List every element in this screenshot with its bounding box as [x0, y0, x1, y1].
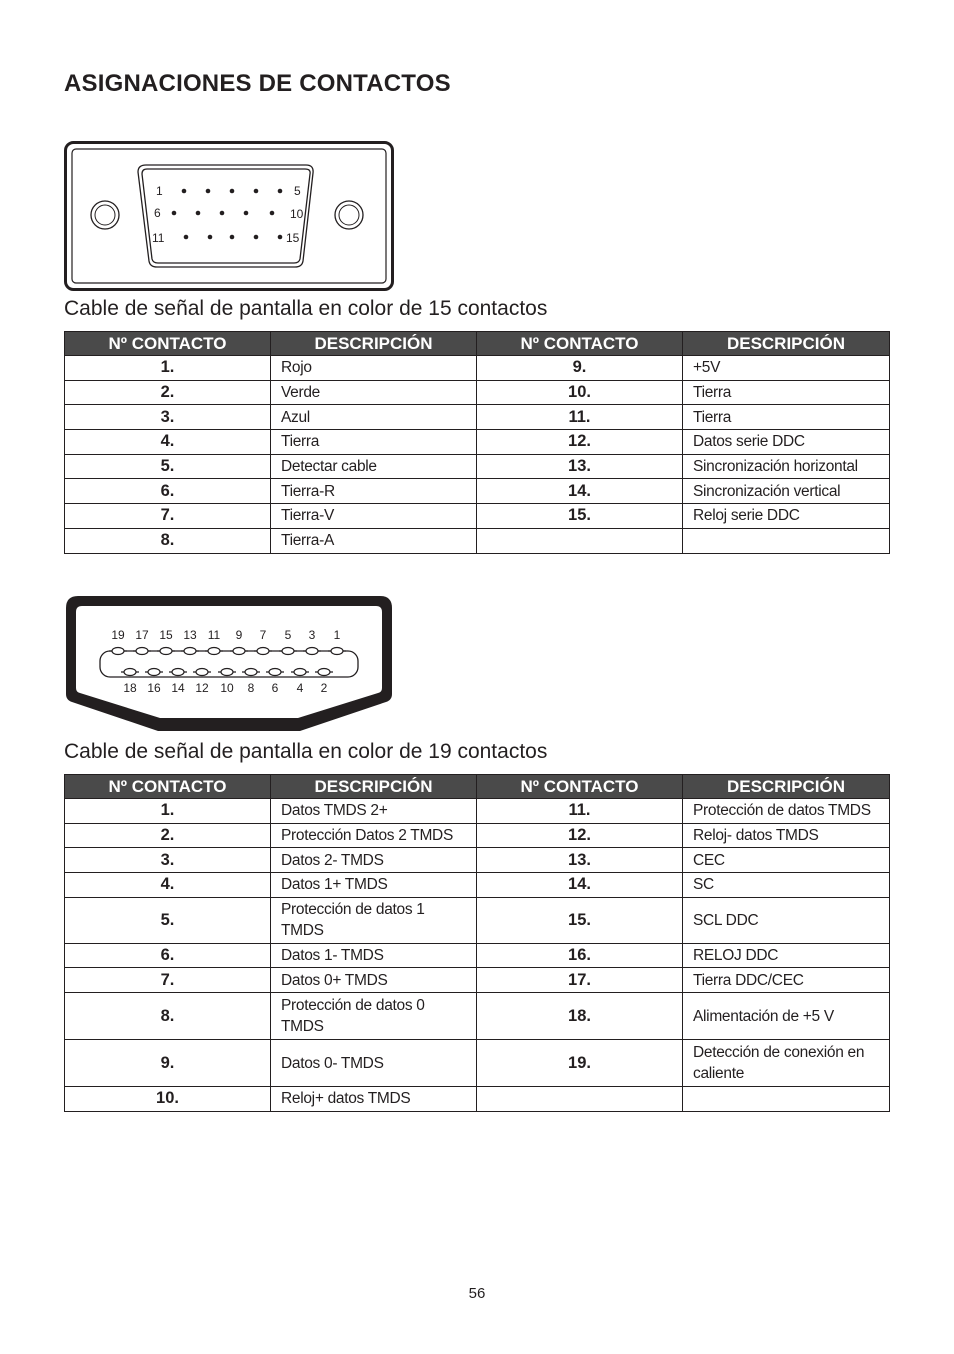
contact-number-cell: 5. — [65, 454, 271, 479]
description-cell: Tierra-A — [271, 528, 477, 553]
table-row — [65, 356, 890, 381]
header-description: DESCRIPCIÓN — [683, 332, 890, 356]
contact-number-cell: 15. — [477, 504, 683, 529]
contact-number-cell: 4. — [65, 873, 271, 898]
description-cell: Datos 0+ TMDS — [271, 968, 477, 993]
hdmi-pin — [221, 669, 233, 676]
description-cell: Detectar cable — [271, 454, 477, 479]
header-description: DESCRIPCIÓN — [271, 332, 477, 356]
vga-label-5: 5 — [294, 184, 301, 198]
hdmi-bottom-pin-label: 10 — [220, 681, 234, 695]
vga-pin-table — [64, 331, 890, 554]
contact-number-cell — [477, 528, 683, 553]
description-cell: Verde — [271, 380, 477, 405]
contact-number-cell: 7. — [65, 504, 271, 529]
table-row — [65, 848, 890, 873]
hdmi-top-pin-label: 19 — [111, 628, 125, 642]
description-cell: Tierra — [271, 430, 477, 455]
hdmi-bottom-pin-label: 4 — [296, 681, 304, 695]
vga-pin-dot — [206, 189, 211, 194]
contact-number-cell: 13. — [477, 848, 683, 873]
hdmi-pin — [172, 669, 184, 676]
description-cell: Tierra DDC/CEC — [683, 968, 890, 993]
vga-pin-dot — [254, 235, 259, 240]
contact-number-cell: 11. — [477, 405, 683, 430]
hdmi-pin — [160, 648, 172, 655]
hdmi-pin-table — [64, 774, 890, 1112]
contact-number-cell: 6. — [65, 943, 271, 968]
hdmi-top-pin-label: 9 — [235, 628, 243, 642]
contact-number-cell: 12. — [477, 823, 683, 848]
contact-number-cell — [477, 1087, 683, 1112]
contact-number-cell: 9. — [65, 1040, 271, 1087]
description-cell — [683, 528, 890, 553]
section2-caption: Cable de señal de pantalla en color de 19 contactos — [64, 740, 548, 763]
contact-number-cell: 6. — [65, 479, 271, 504]
description-cell: RELOJ DDC — [683, 943, 890, 968]
hdmi-pin — [318, 669, 330, 676]
table-row — [65, 873, 890, 898]
hdmi-bottom-pin-label: 12 — [195, 681, 209, 695]
contact-number-cell: 14. — [477, 479, 683, 504]
contact-number-cell: 10. — [65, 1087, 271, 1112]
vga-pin-dot — [230, 235, 235, 240]
contact-number-cell: 11. — [477, 799, 683, 824]
table-row — [65, 897, 890, 943]
contact-number-cell: 14. — [477, 873, 683, 898]
vga-label-6: 6 — [154, 206, 161, 220]
table-row — [65, 1040, 890, 1087]
description-cell: Sincronización vertical — [683, 479, 890, 504]
hdmi-pin — [245, 669, 257, 676]
table-header-row — [65, 332, 890, 356]
description-cell: Reloj- datos TMDS — [683, 823, 890, 848]
hdmi-pin — [196, 669, 208, 676]
hdmi-pin — [208, 648, 220, 655]
hdmi-bottom-pin-label: 16 — [147, 681, 161, 695]
contact-number-cell: 7. — [65, 968, 271, 993]
section1-caption: Cable de señal de pantalla en color de 15 contactos — [64, 297, 548, 320]
vga-connector-diagram — [64, 141, 394, 291]
description-cell: Datos TMDS 2+ — [271, 799, 477, 824]
description-cell: Protección de datos 1 TMDS — [271, 897, 477, 943]
vga-pin-dot — [172, 211, 177, 216]
description-cell: Alimentación de +5 V — [683, 993, 890, 1040]
page-title: ASIGNACIONES DE CONTACTOS — [64, 70, 451, 97]
hdmi-pin — [136, 648, 148, 655]
contact-number-cell: 1. — [65, 356, 271, 381]
contact-number-cell: 3. — [65, 405, 271, 430]
description-cell: Detección de conexión en caliente — [683, 1040, 890, 1087]
hdmi-pin — [306, 648, 318, 655]
hdmi-bottom-pin-label: 14 — [171, 681, 185, 695]
contact-number-cell: 8. — [65, 993, 271, 1040]
contact-number-cell: 8. — [65, 528, 271, 553]
vga-label-10: 10 — [290, 207, 304, 221]
vga-pin-dot — [208, 235, 213, 240]
table-row — [65, 454, 890, 479]
contact-number-cell: 2. — [65, 380, 271, 405]
hdmi-top-pin-label: 1 — [333, 628, 341, 642]
header-contact-number: Nº CONTACTO — [65, 332, 271, 356]
description-cell: Datos 2- TMDS — [271, 848, 477, 873]
description-cell: Datos serie DDC — [683, 430, 890, 455]
hdmi-top-pin-label: 17 — [135, 628, 149, 642]
description-cell: Protección de datos 0 TMDS — [271, 993, 477, 1040]
description-cell: Datos 1- TMDS — [271, 943, 477, 968]
contact-number-cell: 2. — [65, 823, 271, 848]
vga-label-1: 1 — [156, 184, 163, 198]
hdmi-pin — [148, 669, 160, 676]
vga-pin-dot — [182, 189, 187, 194]
vga-pin-dot — [278, 189, 283, 194]
hdmi-pin — [112, 648, 124, 655]
vga-pin-dot — [196, 211, 201, 216]
table-row — [65, 799, 890, 824]
vga-pin-dot — [278, 235, 283, 240]
description-cell: +5V — [683, 356, 890, 381]
hdmi-pin — [331, 648, 343, 655]
hdmi-top-pin-label: 5 — [284, 628, 292, 642]
description-cell: Rojo — [271, 356, 477, 381]
page-number: 56 — [468, 1285, 486, 1302]
hdmi-pin — [269, 669, 281, 676]
description-cell: Datos 0- TMDS — [271, 1040, 477, 1087]
contact-number-cell: 1. — [65, 799, 271, 824]
vga-pin-dot — [254, 189, 259, 194]
hdmi-bottom-labels — [123, 681, 327, 695]
hdmi-top-pin-label: 7 — [259, 628, 267, 642]
contact-number-cell: 9. — [477, 356, 683, 381]
description-cell — [683, 1087, 890, 1112]
description-cell: Tierra-V — [271, 504, 477, 529]
vga-pin-dot — [244, 211, 249, 216]
contact-number-cell: 18. — [477, 993, 683, 1040]
header-description: DESCRIPCIÓN — [683, 775, 890, 799]
description-cell: Protección Datos 2 TMDS — [271, 823, 477, 848]
description-cell: SC — [683, 873, 890, 898]
hdmi-pin — [124, 669, 136, 676]
hdmi-bottom-pin-label: 2 — [320, 681, 328, 695]
contact-number-cell: 12. — [477, 430, 683, 455]
hdmi-pin — [282, 648, 294, 655]
contact-number-cell: 4. — [65, 430, 271, 455]
header-contact-number: Nº CONTACTO — [65, 775, 271, 799]
table-row — [65, 380, 890, 405]
table-row — [65, 528, 890, 553]
table-row — [65, 405, 890, 430]
description-cell: Protección de datos TMDS — [683, 799, 890, 824]
contact-number-cell: 19. — [477, 1040, 683, 1087]
header-contact-number: Nº CONTACTO — [477, 332, 683, 356]
table-row — [65, 479, 890, 504]
vga-label-11: 11 — [152, 231, 165, 245]
description-cell: Tierra-R — [271, 479, 477, 504]
description-cell: Reloj+ datos TMDS — [271, 1087, 477, 1112]
hdmi-top-pin-label: 15 — [159, 628, 173, 642]
vga-pin-dot — [270, 211, 275, 216]
description-cell: CEC — [683, 848, 890, 873]
hdmi-pin — [233, 648, 245, 655]
hdmi-bottom-pin-label: 8 — [247, 681, 255, 695]
vga-pin-dot — [230, 189, 235, 194]
hdmi-top-pin-label: 13 — [183, 628, 197, 642]
vga-pin-dot — [220, 211, 225, 216]
description-cell: Tierra — [683, 405, 890, 430]
description-cell: Tierra — [683, 380, 890, 405]
contact-number-cell: 13. — [477, 454, 683, 479]
header-description: DESCRIPCIÓN — [271, 775, 477, 799]
header-contact-number: Nº CONTACTO — [477, 775, 683, 799]
table-row — [65, 943, 890, 968]
contact-number-cell: 15. — [477, 897, 683, 943]
table-row — [65, 823, 890, 848]
contact-number-cell: 17. — [477, 968, 683, 993]
description-cell: SCL DDC — [683, 897, 890, 943]
vga-pin-dot — [184, 235, 189, 240]
table-row — [65, 430, 890, 455]
hdmi-top-pin-label: 11 — [207, 628, 221, 642]
contact-number-cell: 16. — [477, 943, 683, 968]
hdmi-pin — [294, 669, 306, 676]
description-cell: Azul — [271, 405, 477, 430]
contact-number-cell: 5. — [65, 897, 271, 943]
description-cell: Datos 1+ TMDS — [271, 873, 477, 898]
vga-label-15: 15 — [286, 231, 300, 245]
table-header-row — [65, 775, 890, 799]
hdmi-bottom-pin-label: 18 — [123, 681, 137, 695]
hdmi-connector-diagram — [64, 594, 394, 734]
contact-number-cell: 10. — [477, 380, 683, 405]
description-cell: Sincronización horizontal — [683, 454, 890, 479]
hdmi-pin — [184, 648, 196, 655]
table-row — [65, 968, 890, 993]
table-row — [65, 993, 890, 1040]
hdmi-pin — [257, 648, 269, 655]
hdmi-bottom-pin-label: 6 — [271, 681, 279, 695]
contact-number-cell: 3. — [65, 848, 271, 873]
table-row — [65, 504, 890, 529]
hdmi-top-pin-label: 3 — [308, 628, 316, 642]
description-cell: Reloj serie DDC — [683, 504, 890, 529]
vga-pin-dots — [172, 189, 283, 240]
table-row — [65, 1087, 890, 1112]
